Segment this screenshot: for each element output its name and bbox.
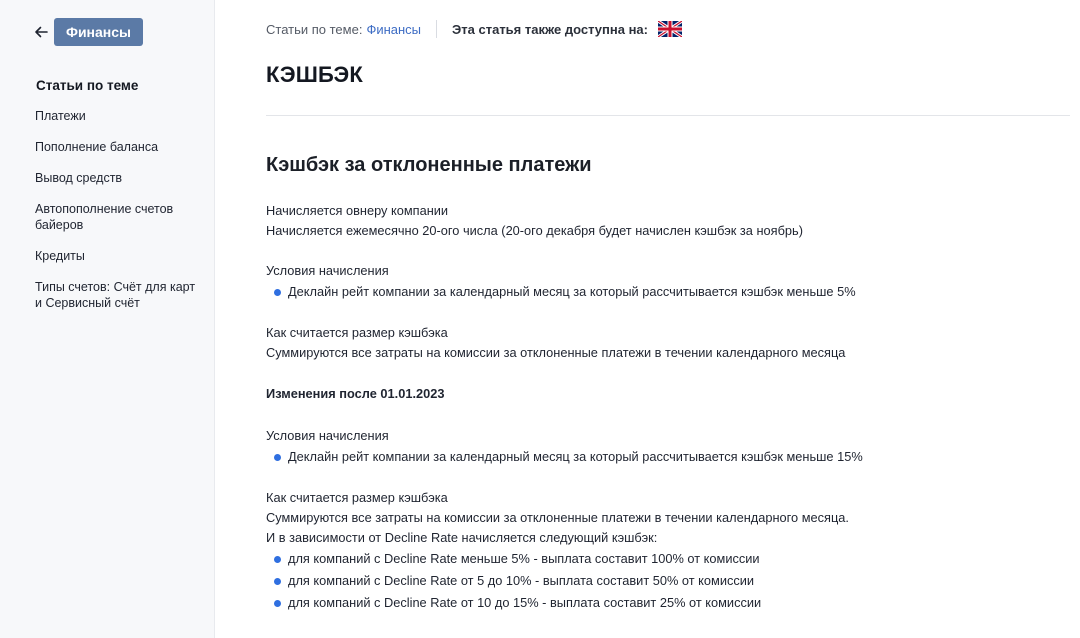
tier-text: для компаний с Decline Rate меньше 5% - выплата составит 100% от комиссии (288, 551, 760, 566)
bullet-dot-icon (274, 578, 281, 585)
related-topic-link[interactable]: Финансы (366, 21, 422, 37)
sidebar-heading: Статьи по теме (36, 78, 139, 93)
monthly-accrual-text: Начисляется ежемесячно 20-ого числа (20-ого декабря будет начислен кэшбэк за ноябрь) (266, 223, 803, 238)
meta-divider (436, 20, 437, 38)
conditions-list-2 (266, 446, 1070, 468)
condition-text-2: Деклайн рейт компании за календарный месяц за который рассчитывается кэшбэк меньше 15% (288, 449, 863, 464)
bullet-dot-icon (274, 556, 281, 563)
calc-label-2: Как считается размер кэшбэка (266, 490, 448, 505)
sidebar-item-account-types[interactable]: Типы счетов: Счёт для карт и Сервисный счёт (35, 280, 196, 310)
calc-text-3: И в зависимости от Decline Rate начисляется следующий кэшбэк: (266, 530, 658, 545)
tier-text: для компаний с Decline Rate от 5 до 10% - выплата составит 50% от комиссии (288, 573, 755, 588)
article-meta-row (266, 20, 682, 38)
title-divider (266, 115, 1070, 116)
conditions-list (266, 281, 1070, 303)
section-finance-button[interactable]: Финансы (54, 18, 143, 46)
available-languages-label: Эта статья также доступна на: (452, 21, 648, 37)
page-title: КЭШБЭК (266, 62, 363, 87)
sidebar-item-withdrawal[interactable]: Вывод средств (35, 171, 123, 185)
owner-accrual-text: Начисляется овнеру компании (266, 203, 449, 218)
bullet-dot-icon (274, 454, 281, 461)
cashback-tier-list (266, 548, 1070, 614)
list-item (266, 570, 1070, 592)
article-title: Кэшбэк за отклоненные платежи (266, 154, 592, 176)
list-item (266, 446, 1070, 468)
condition-text: Деклайн рейт компании за календарный месяц за который рассчитывается кэшбэк меньше 5% (288, 284, 856, 299)
uk-flag-icon[interactable] (658, 21, 682, 37)
back-arrow-icon[interactable] (34, 25, 48, 39)
related-prefix: Статьи по теме: (266, 21, 363, 37)
calc-text: Суммируются все затраты на комиссии за отклоненные платежи в течении календарного месяца (266, 345, 846, 360)
sidebar-item-credits[interactable]: Кредиты (35, 249, 85, 263)
calc-text-2: Суммируются все затраты на комиссии за отклоненные платежи в течении календарного месяца. (266, 510, 849, 525)
list-item (266, 592, 1070, 614)
sidebar-article-list (35, 108, 205, 326)
article-body (266, 201, 1070, 614)
sidebar-item-balance-topup[interactable]: Пополнение баланса (35, 140, 159, 154)
tier-text: для компаний с Decline Rate от 10 до 15% - выплата составит 25% от комиссии (288, 595, 762, 610)
sidebar-item-payments[interactable]: Платежи (35, 109, 86, 123)
bullet-dot-icon (274, 600, 281, 607)
conditions-label-2: Условия начисления (266, 428, 389, 443)
sidebar-back-row (34, 18, 143, 46)
bullet-dot-icon (274, 289, 281, 296)
changes-heading: Изменения после 01.01.2023 (266, 386, 445, 401)
conditions-label: Условия начисления (266, 263, 389, 278)
list-item (266, 548, 1070, 570)
list-item (266, 281, 1070, 303)
sidebar (0, 0, 215, 638)
calc-label: Как считается размер кэшбэка (266, 325, 448, 340)
sidebar-item-auto-topup[interactable]: Автопополнение счетов байеров (35, 202, 174, 232)
